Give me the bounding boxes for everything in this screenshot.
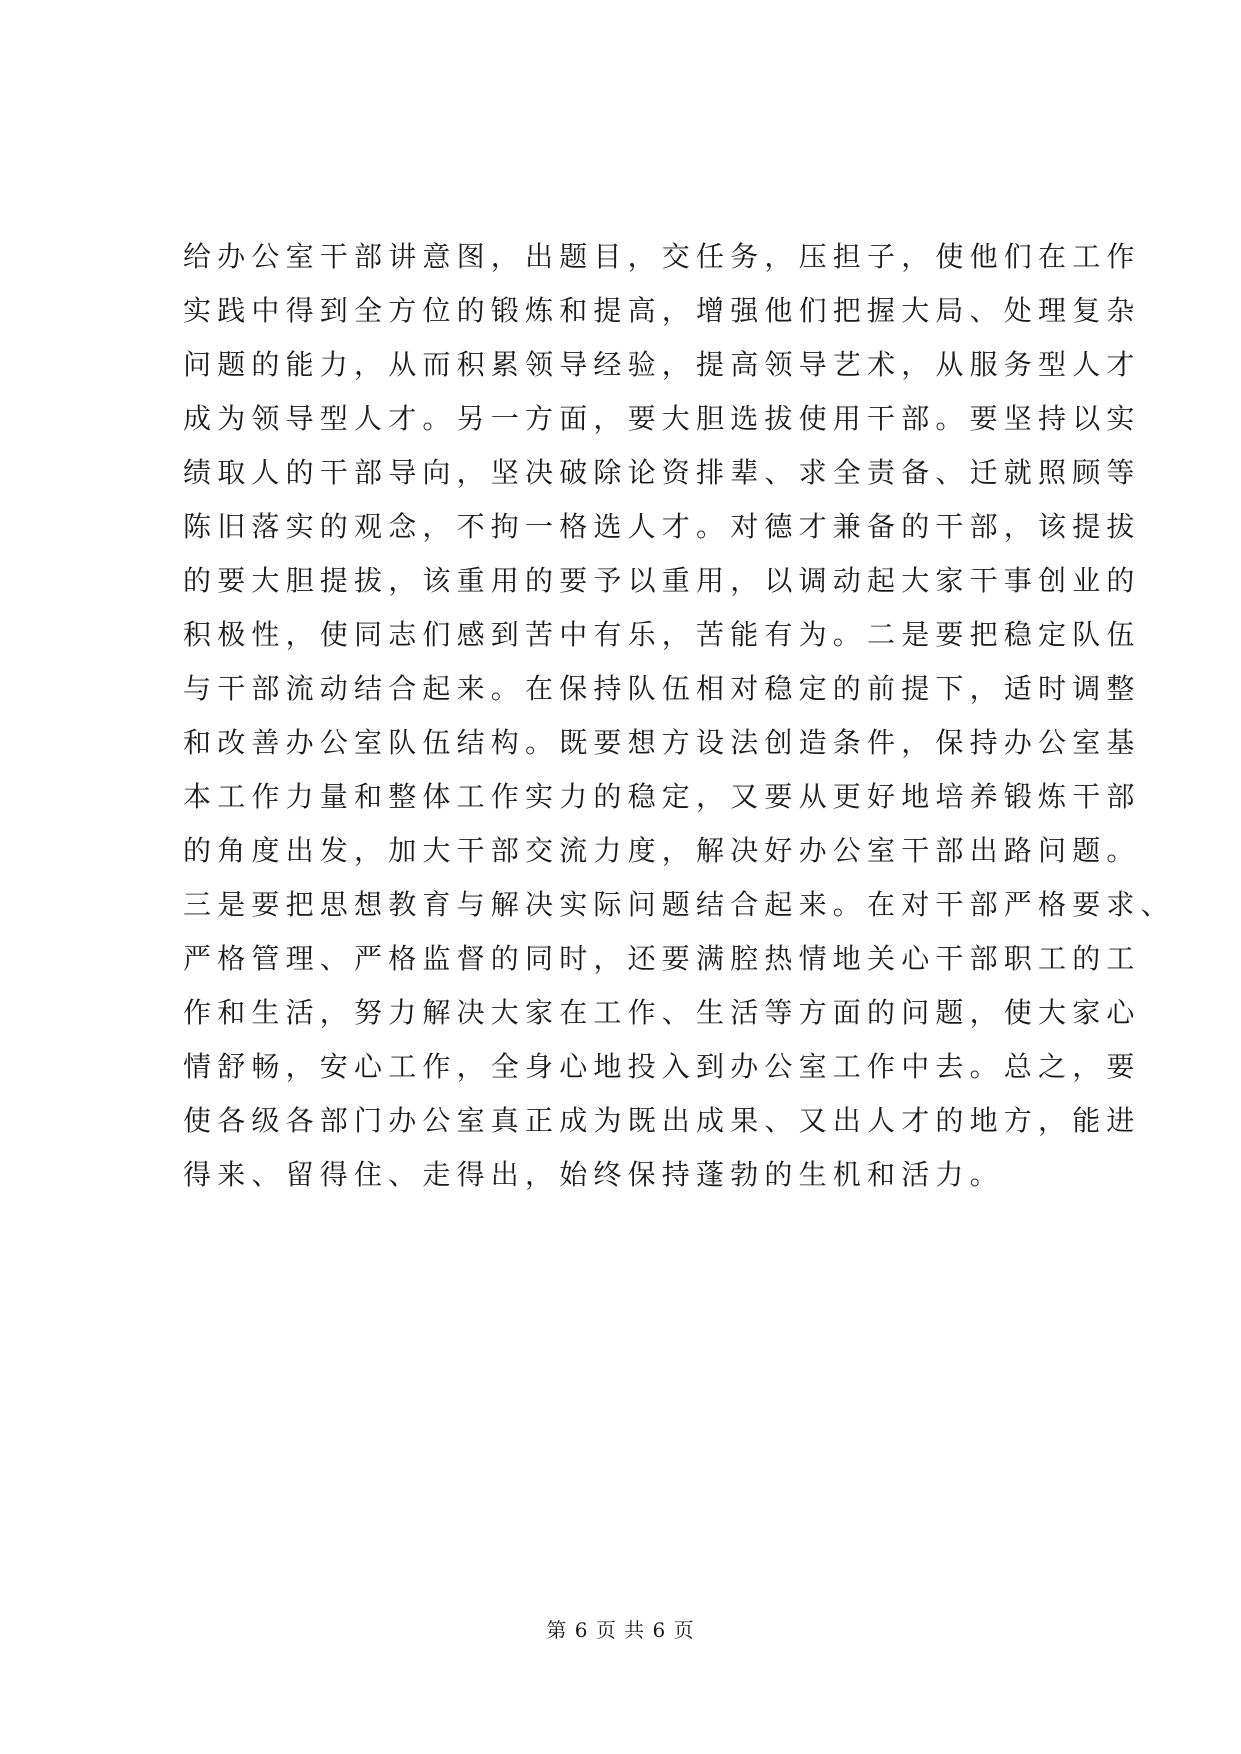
text-line: 实践中得到全方位的锻炼和提高，增强他们把握大局、处理复杂 bbox=[183, 294, 1141, 327]
text-line: 积极性，使同志们感到苦中有乐，苦能有为。二是要把稳定队伍 bbox=[183, 618, 1141, 651]
text-line: 陈旧落实的观念，不拘一格选人才。对德才兼备的干部，该提拔 bbox=[183, 510, 1141, 543]
text-line: 问题的能力，从而积累领导经验，提高领导艺术，从服务型人才 bbox=[183, 348, 1141, 381]
text-line: 作和生活，努力解决大家在工作、生活等方面的问题，使大家心 bbox=[183, 996, 1141, 1029]
text-line: 三是要把思想教育与解决实际问题结合起来。在对干部严格要求、 bbox=[183, 888, 1175, 921]
text-line: 使各级各部门办公室真正成为既出成果、又出人才的地方，能进 bbox=[183, 1104, 1141, 1137]
text-line: 绩取人的干部导向，坚决破除论资排辈、求全责备、迁就照顾等 bbox=[183, 456, 1141, 489]
text-line: 本工作力量和整体工作实力的稳定，又要从更好地培养锻炼干部 bbox=[183, 780, 1141, 813]
page-number-footer: 第 6 页 共 6 页 bbox=[546, 1618, 695, 1642]
text-line: 的要大胆提拔，该重用的要予以重用，以调动起大家干事创业的 bbox=[183, 564, 1141, 597]
text-line: 情舒畅，安心工作，全身心地投入到办公室工作中去。总之，要 bbox=[183, 1050, 1141, 1083]
text-line: 给办公室干部讲意图，出题目，交任务，压担子，使他们在工作 bbox=[183, 240, 1141, 273]
text-line: 和改善办公室队伍结构。既要想方设法创造条件，保持办公室基 bbox=[183, 726, 1141, 759]
text-line: 严格管理、严格监督的同时，还要满腔热情地关心干部职工的工 bbox=[183, 942, 1141, 975]
body-paragraph bbox=[183, 230, 1175, 1202]
text-line: 的角度出发，加大干部交流力度，解决好办公室干部出路问题。 bbox=[183, 834, 1141, 867]
text-line: 得来、留得住、走得出，始终保持蓬勃的生机和活力。 bbox=[183, 1158, 1004, 1191]
text-line: 与干部流动结合起来。在保持队伍相对稳定的前提下，适时调整 bbox=[183, 672, 1141, 705]
text-line: 成为领导型人才。另一方面，要大胆选拔使用干部。要坚持以实 bbox=[183, 402, 1141, 435]
